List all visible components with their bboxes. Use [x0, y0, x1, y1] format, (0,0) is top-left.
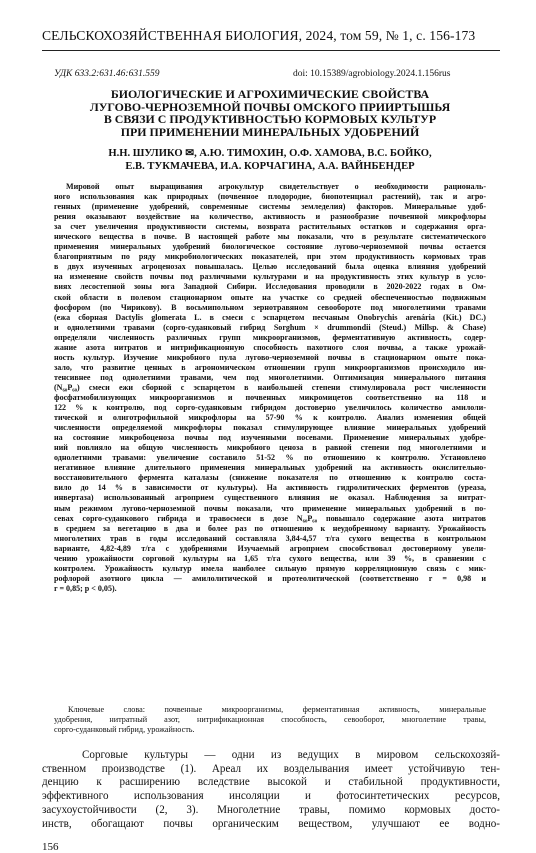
- abstract-line: на состояние микробоценоза почвы под изученными посевами. Применение минеральных удобре-: [54, 433, 486, 443]
- journal-header: СЕЛЬСКОХОЗЯЙСТВЕННАЯ БИОЛОГИЯ, 2024, том 59, № 1, с. 156-173: [42, 28, 476, 43]
- abstract-line: чению урожайности сорговой культуры на 1,65 т/га сухого вещества, или 39 %, в сравнении с: [54, 553, 486, 563]
- abstract-line: численности определяемой микрофлоры показал стимулирующее влияние минеральных удобрений: [54, 423, 486, 433]
- abstract-line: Мировой опыт выращивания агрокультур свидетельствует о необходимости рациональ-: [66, 182, 486, 191]
- keywords-line: сорго-суданковый гибрид, урожайность.: [54, 725, 195, 735]
- body-line: Сорговые культуры — одни из ведущих в мировом сельскохозяй-: [82, 749, 500, 761]
- abstract-line: ность культур. Изучение микробного пула лугово-черноземной почвы в стационарном опыте пока-: [54, 352, 486, 362]
- abstract-line: за счет увеличения продуктивности системы, возврата растительных остатков и содержания орга-: [54, 222, 486, 232]
- abstract-line: ний повлияло на общую численность микробного ценоза в равной степени под многолетними и: [54, 443, 486, 453]
- abstract-line: определяли численность различных групп микроорганизмов, ферментативную активность, содер-: [54, 332, 486, 342]
- doi-link[interactable]: doi: 10.15389/agrobiology.2024.1.156rus: [293, 69, 451, 79]
- abstract-line: на изменение свойств почвы под различными культурами и на продуктивность этих культур в усло-: [54, 272, 486, 282]
- keywords-line: Ключевые слова: почвенные микроорганизмы, ферментативная активность, минеральные: [68, 705, 486, 714]
- abstract-line: жание азота нитратов и нитрификационную способность пахотного слоя почвы, а также урожай-: [54, 342, 486, 352]
- abstract-line: тической и олиготрофильной микрофлоры на 57-90 % к контролю. Анализ изменения общей: [54, 413, 486, 423]
- body-line: ственном производстве (1). Ареал их возделывания имеет устойчивую тен-: [42, 762, 500, 775]
- abstract-line: фосфором (по Чирикову). В восьмипольном зернотравяном севообороте под многолетними травами: [54, 302, 486, 312]
- abstract-line: рофлорой азотного цикла — амилолитической и протеолитической (соответственно r = 0,98 и: [54, 573, 486, 583]
- body-line: денцию к расширению вследствие высокой и стабильной продуктивности,: [42, 776, 500, 789]
- title-line: ЛУГОВО-ЧЕРНОЗЕМНОЙ ПОЧВЫ ОМСКОГО ПРИИРТЫШЬЯ: [89, 99, 451, 114]
- title-line: ПРИ ПРИМЕНЕНИИ МИНЕРАЛЬНЫХ УДОБРЕНИЙ: [120, 124, 420, 139]
- abstract-line: (ежа сборная Dactylis glomerata L. в смеси с эспарцетом песчаным Onobrychis arenária (Kit.) DC.): [54, 312, 486, 322]
- title-line: БИОЛОГИЧЕСКИЕ И АГРОХИМИЧЕСКИЕ СВОЙСТВА: [110, 87, 430, 101]
- abstract-line: восстановительного фермента каталазы (снижение показателя по отношению к контролю соста-: [54, 473, 486, 483]
- abstract-line: 122 % к контролю, под сорго-суданковым гибридом достоверно увеличилось количество амилоли-: [54, 403, 486, 413]
- abstract-line: и однолетними травами (сорго-суданковый гибрид Sorghum × drummondii (Steud.) Millsp. & Chase): [54, 322, 486, 332]
- abstract-line: ного использования как природных (почвенное плодородие, биопотенциал растений), так и агро-: [54, 192, 486, 202]
- authors-line: Н.Н. ШУЛИКО ✉, А.Ю. ТИМОХИН, О.Ф. ХАМОВА, В.С. БОЙКО,: [108, 148, 432, 159]
- abstract-line: контролем. Урожайность культур имела наиболее сильную прямую корреляционную связь с мик-: [54, 563, 486, 573]
- header-rule: [42, 50, 500, 51]
- keywords-line: удобрения, нитратный азот, нитрификационная способность, севооборот, многолетние травы,: [54, 715, 486, 725]
- body-line: засухоустойчивости (2, 3). Многолетние травы, помимо кормовых досто-: [42, 803, 500, 816]
- abstract-line: варианте, 4,82-4,89 т/га с удобрениями Изучаемый агроприем способствовал достоверному увели-: [54, 543, 486, 553]
- body-line: эффективного использования инсоляции и фотосинтетических ресурсов,: [42, 790, 500, 803]
- abstract-line: (N₆₀P₆₀) смеси ежи сборной с эспарцетом в наибольшей степени стимулировала рост численности: [54, 382, 486, 392]
- abstract-line: в среднем за вегетацию в два и более раз по отношению к неудобренному варианту. Урожайность: [54, 523, 486, 533]
- keywords: [54, 705, 486, 735]
- abstract-line: негативное влияние длительного применения минеральных удобрений на активность окислительно-: [54, 463, 486, 473]
- abstract-line: r = 0,85; p < 0,05).: [54, 583, 117, 593]
- abstract: [54, 182, 486, 594]
- udc-code: УДК 633.2:631.46:631.559: [54, 69, 160, 79]
- abstract-line: ным режимом лугово-черноземной почвы показали, что применение минеральных удобрений в по-: [54, 503, 486, 513]
- abstract-line: виях лесостепной зоны юга Западной Сибири. Исследования проводили в 2020-2022 годах в Ом-: [54, 282, 486, 292]
- abstract-line: вило до 14 % в зависимости от культуры). На активность гидролитических ферментов (уреаза,: [54, 483, 486, 493]
- title-line: В СВЯЗИ С ПРОДУКТИВНОСТЬЮ КОРМОВЫХ КУЛЬТУР: [103, 112, 437, 127]
- abstract-line: применения минеральных удобрений биологическое состояние лугово-черноземной почвы остается: [54, 242, 486, 252]
- abstract-line: фосфатмобилизующих микроорганизмов и почвенных микромицетов соответственно на 118 и: [54, 392, 486, 402]
- author-list: [40, 148, 500, 173]
- abstract-line: генных (применение удобрений, современные системы земледелия) факторов. Минеральные удоб-: [54, 202, 486, 212]
- abstract-line: в двух изученных агроценозах повышалась. Целью исследований была оценка влияния удобрений: [54, 262, 486, 272]
- abstract-line: ской области в полевом стационарном опыте на участке со средней обеспеченностью подвижным: [54, 292, 486, 302]
- abstract-line: нического вещества в почве. В настоящей работе мы показали, что в результате систематического: [54, 232, 486, 242]
- body-text: [42, 749, 500, 831]
- abstract-line: рения оказывают воздействие на количество, активность и разнообразие почвенной микрофлоры: [54, 212, 486, 222]
- abstract-line: тенсивнее под однолетними травами, чем под многолетними. Оптимизация минерального питания: [54, 372, 486, 382]
- authors-line: Е.В. ТУКМАЧЕВА, И.А. КОРЧАГИНА, А.А. ВАЙНБЕНДЕР: [125, 160, 415, 172]
- abstract-line: севах сорго-суданкового гибрида и травосмеси в дозе N₆₀P₆₀ повышало содержание азота нитратов: [54, 513, 486, 523]
- abstract-line: многолетних трав в годы исследований составляла 3,84-4,57 т/га сухого вещества в контрольном: [54, 533, 486, 543]
- body-line: инств, обогащают почвы органическим веществом, улучшают ее водно-: [42, 817, 500, 830]
- abstract-line: однолетними травами: увеличение составило 51-52 % по отношению к контролю. Установлено: [54, 453, 486, 463]
- abstract-line: зало, что развитие ценных в агрономическом отношении групп микроорганизмов происходило ин-: [54, 362, 486, 372]
- article-title: [40, 88, 500, 138]
- abstract-line: инвертаза) использованный агроприем существенного влияния не оказал. Наблюдения за нитрат-: [54, 493, 486, 503]
- page-number: 156: [42, 841, 59, 853]
- abstract-line: благоприятным по ряду микробиологических показателей, при этом продуктивность кормовых трав: [54, 252, 486, 262]
